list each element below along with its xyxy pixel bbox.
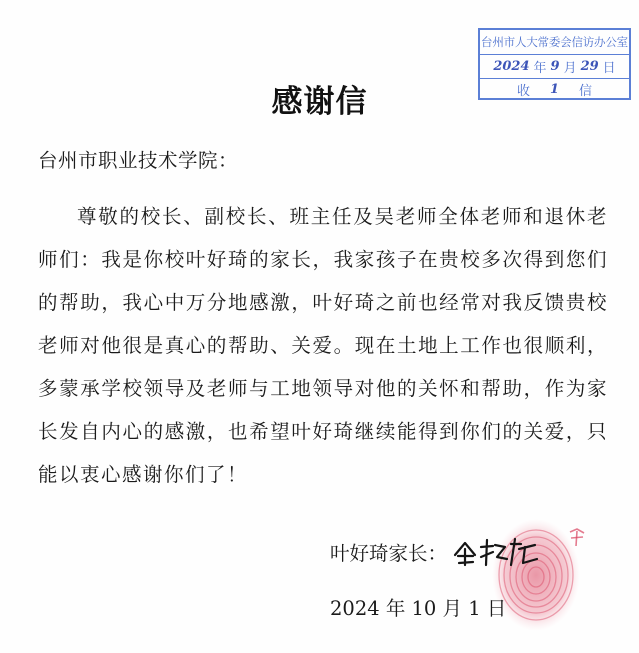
letter-title: 感谢信	[271, 84, 368, 120]
stamp-date-row	[480, 54, 629, 78]
stamp-office-text: 台州市人大常委会信访办公室	[481, 35, 628, 49]
stamp-received-char: 收	[516, 84, 530, 99]
stamp-day-char: 日	[602, 61, 616, 76]
signer-label: 叶好琦家长：	[330, 542, 448, 565]
handwritten-signature	[451, 535, 541, 569]
stamp-year: 2024	[493, 59, 530, 74]
stamp-month-char: 月	[563, 61, 577, 76]
stamp-month: 9	[550, 59, 560, 74]
stamp-letter-char: 信	[579, 84, 593, 99]
stamp-received-number: 1	[549, 82, 560, 97]
stamp-day: 29	[580, 59, 599, 74]
stamp-year-char: 年	[533, 61, 547, 76]
letter-date: 2024 年 10 月 1 日	[330, 597, 507, 620]
corner-mark-icon	[568, 528, 586, 548]
signer-row	[330, 535, 541, 569]
letter-salutation: 台州市职业技术学院：	[38, 149, 239, 172]
stamp-office-name	[480, 30, 629, 54]
letter-body: 尊敬的校长、副校长、班主任及吴老师全体老师和退休老师们：我是你校叶好琦的家长，我家孩子在贵校多次得到您们的帮助，我心中万分地感激，叶好琦之前也经常对我反馈贵校老师对他很是真心的帮助、关爱。现在土地上工作也很顺利，多蒙承学校领导及老师与工地领导对他的关怀和帮助，作为家长发自内心的感激，也希望叶好琦继续能得到你们的关爱，只能以衷心感谢你们了！	[38, 205, 608, 486]
